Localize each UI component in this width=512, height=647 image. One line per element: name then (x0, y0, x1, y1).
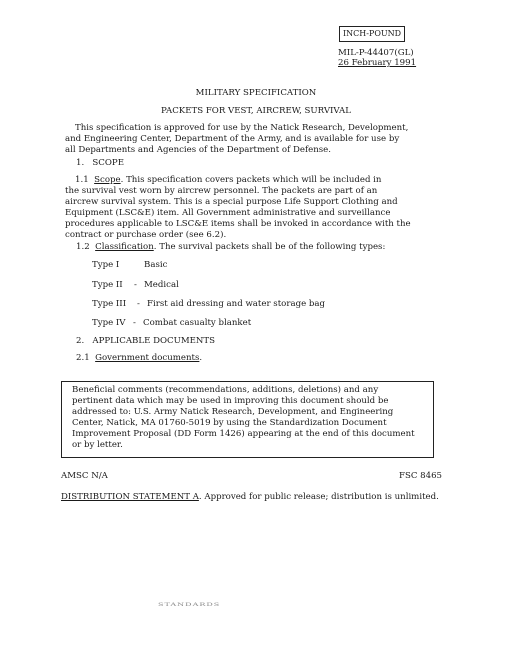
section-1-heading (76, 158, 124, 169)
para-number: 1.2 (76, 242, 90, 252)
section-number: 1. (76, 158, 85, 168)
scope-paragraph (65, 175, 411, 241)
para-text: . The survival packets shall be of the following types: (153, 242, 386, 252)
type-separator: - (133, 318, 136, 328)
distribution-label: DISTRIBUTION STATEMENT A (61, 492, 199, 502)
type-desc: Medical (144, 280, 179, 290)
list-item (92, 260, 167, 271)
section-title: APPLICABLE DOCUMENTS (92, 336, 216, 346)
para-number: 2.1 (76, 353, 90, 363)
notice-line: addressed to: U.S. Army Natick Research, Development, and Engineering (72, 407, 394, 417)
scope-line: the survival vest worn by aircrew personnel. The packets are part of an (65, 186, 378, 196)
distribution-statement (61, 492, 439, 503)
document-date: 26 February 1991 (338, 58, 417, 68)
notice-line: pertinent data which may be used in improving this document should be (72, 396, 389, 406)
notice-line: Center, Natick, MA 01760-5019 by using the Standardization Document (72, 418, 387, 428)
notice-line: or by letter. (72, 440, 123, 450)
type-separator: - (137, 299, 140, 309)
scope-line: procedures applicable to LSC&E items shall be invoked in accordance with the (65, 219, 411, 229)
amsc-label: AMSC N/A (61, 471, 108, 481)
notice-line: Beneficial comments (recommendations, additions, deletions) and any (72, 385, 379, 395)
approval-paragraph (65, 123, 409, 156)
para-title: Government documents (95, 353, 200, 363)
type-label: Type IV (92, 318, 126, 328)
scope-line: contract or purchase order (see 6.2). (65, 230, 227, 240)
type-desc: First aid dressing and water storage bag (147, 299, 326, 309)
section-title: SCOPE (92, 158, 124, 168)
type-desc: Basic (144, 260, 168, 270)
para-text: . (199, 353, 203, 363)
classification-paragraph (76, 242, 385, 253)
fsc-label: FSC 8465 (399, 471, 443, 481)
para-number: 1.1 (75, 175, 89, 185)
section-number: 2. (76, 336, 85, 346)
approval-line: This specification is approved for use by the Natick Research, Development, (75, 123, 409, 133)
notice-line: Improvement Proposal (DD Form 1426) appearing at the end of this document (72, 429, 415, 439)
section-2-heading (76, 336, 215, 347)
type-label: Type III (92, 299, 127, 309)
list-item (92, 318, 251, 329)
type-separator: - (134, 280, 137, 290)
scope-line: aircrew survival system. This is a special purpose Life Support Clothing and (65, 197, 398, 207)
list-item (92, 280, 179, 291)
para-title: Scope (94, 175, 121, 185)
type-label: Type II (92, 280, 123, 290)
spec-type-heading: MILITARY SPECIFICATION (195, 88, 317, 98)
inch-pound-box: INCH-POUND (339, 26, 405, 42)
type-label: Type I (92, 260, 120, 270)
scope-line: Equipment (LSC&E) item. All Government administrative and surveillance (65, 208, 391, 218)
para-text: . This specification covers packets which will be included in (120, 175, 382, 185)
document-number: MIL-P-44407(GL) (338, 48, 414, 58)
type-desc: Combat casualty blanket (143, 318, 252, 328)
distribution-text: . Approved for public release; distribution is unlimited. (198, 492, 439, 502)
list-item (92, 299, 325, 310)
approval-line: and Engineering Center, Department of the Army, and is available for use by (65, 134, 400, 144)
comments-notice-box (61, 381, 434, 458)
approval-line: all Departments and Agencies of the Department of Defense. (65, 145, 331, 155)
document-title: PACKETS FOR VEST, AIRCREW, SURVIVAL (161, 106, 351, 116)
bleed-through-text: STANDARDS (158, 601, 221, 608)
government-documents-paragraph (76, 353, 202, 364)
para-title: Classification (95, 242, 154, 252)
